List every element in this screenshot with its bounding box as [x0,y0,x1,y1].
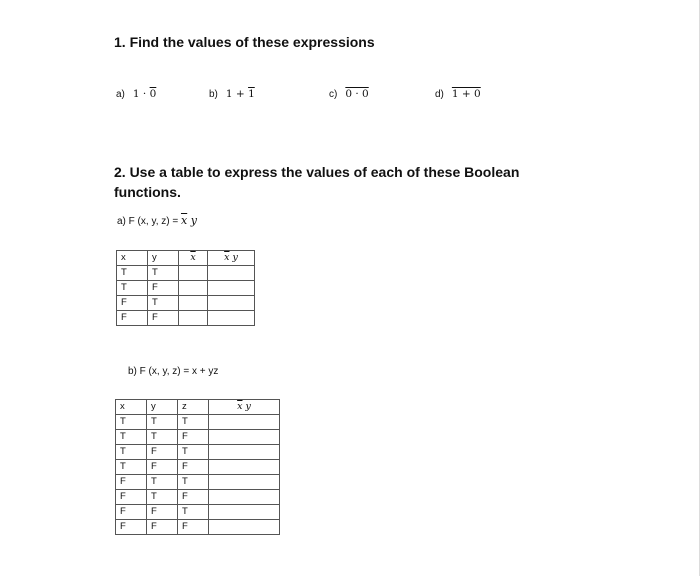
expression-b [209,88,255,100]
table-a-cell: F [148,311,179,326]
table-b-empty-cell [209,415,280,430]
table-b-empty-cell [209,445,280,460]
table-b-cell: T [116,415,147,430]
table-a-empty-cell [208,296,255,311]
table-row [116,460,280,475]
expression-b-label: b) [209,89,218,100]
table-b-empty-cell [209,520,280,535]
table-a-cell: T [148,266,179,281]
table-a-header-y: y [148,251,179,266]
table-b-empty-cell [209,475,280,490]
table-b-empty-cell [209,460,280,475]
expression-b-negated: 1 [248,88,255,100]
truth-table-a [116,250,255,326]
table-row [116,505,280,520]
expression-d [435,88,481,100]
table-b-header-y: y [147,400,178,415]
table-b-cell: F [116,505,147,520]
table-b-cell: T [116,460,147,475]
question-1-title: 1. Find the values of these expressions [114,34,375,50]
table-a-cell: T [148,296,179,311]
table-b-header-not-x-y: $\overline{x}$ y [209,400,280,415]
table-b-cell: F [147,445,178,460]
table-b-cell: F [147,520,178,535]
table-a-empty-cell [208,281,255,296]
table-b-cell: F [147,460,178,475]
table-row [116,430,280,445]
table-b-cell: T [116,445,147,460]
table-b-empty-cell [209,490,280,505]
table-b-cell: F [178,520,209,535]
table-b-cell: T [147,430,178,445]
table-b-header-z: z [178,400,209,415]
table-a-header [117,251,255,266]
table-row [116,520,280,535]
table-a-empty-cell [208,311,255,326]
table-a-cell: F [117,296,148,311]
table-b-cell: F [147,505,178,520]
table-b-header-x: x [116,400,147,415]
part-a-rest: y [187,214,197,227]
table-a-empty-cell [179,311,208,326]
expression-c-label: c) [329,89,338,100]
truth-table-b [115,399,280,535]
table-b-empty-cell [209,505,280,520]
table-b-cell: T [147,415,178,430]
table-a-cell: F [117,311,148,326]
table-b-cell: T [116,430,147,445]
table-b-cell: F [116,475,147,490]
part-a-function [117,214,197,227]
table-row [116,490,280,505]
table-a-header-x: x [117,251,148,266]
table-row [117,281,255,296]
table-a-empty-cell [179,296,208,311]
expression-d-negated: 1 + 0 [451,88,481,100]
table-b-header [116,400,280,415]
expression-a-label: a) [116,89,125,100]
table-b-cell: F [116,490,147,505]
table-a-cell: T [117,266,148,281]
table-b-cell: F [178,430,209,445]
table-a-empty-cell [179,266,208,281]
table-a-empty-cell [179,281,208,296]
table-b-cell: T [178,415,209,430]
table-b-cell: F [178,490,209,505]
part-b-function: b) F (x, y, z) = x + yz [128,366,219,377]
table-a-cell: T [117,281,148,296]
table-row [116,445,280,460]
table-a-empty-cell [208,266,255,281]
table-b-cell: T [147,475,178,490]
table-row [116,475,280,490]
table-row [116,415,280,430]
table-b-empty-cell [209,430,280,445]
expression-a-negated: 0 [149,88,157,100]
table-a-header-not-x: $\overline{x}$ [179,251,208,266]
table-row [117,296,255,311]
table-b-cell: T [147,490,178,505]
question-2-title: 2. Use a table to express the values of each of these Boolean functions. [114,164,520,200]
table-b-cell: F [178,460,209,475]
expression-a-pre: 1 · [132,88,150,100]
table-row [117,311,255,326]
table-a-header-not-x-y: $\overline{x}$ y [208,251,255,266]
table-a-cell: F [148,281,179,296]
table-b-cell: F [116,520,147,535]
expression-c-negated: 0 · 0 [345,88,369,100]
expression-c [329,88,369,100]
part-a-negated-x: $\overline{x}$ [180,214,188,227]
table-row [117,266,255,281]
expression-d-label: d) [435,89,444,100]
expression-b-pre: 1 + [225,88,249,100]
table-b-cell: T [178,475,209,490]
expression-a [116,88,156,100]
table-b-cell: T [178,445,209,460]
part-a-label: a) F (x, y, z) = [117,216,181,227]
table-b-cell: T [178,505,209,520]
